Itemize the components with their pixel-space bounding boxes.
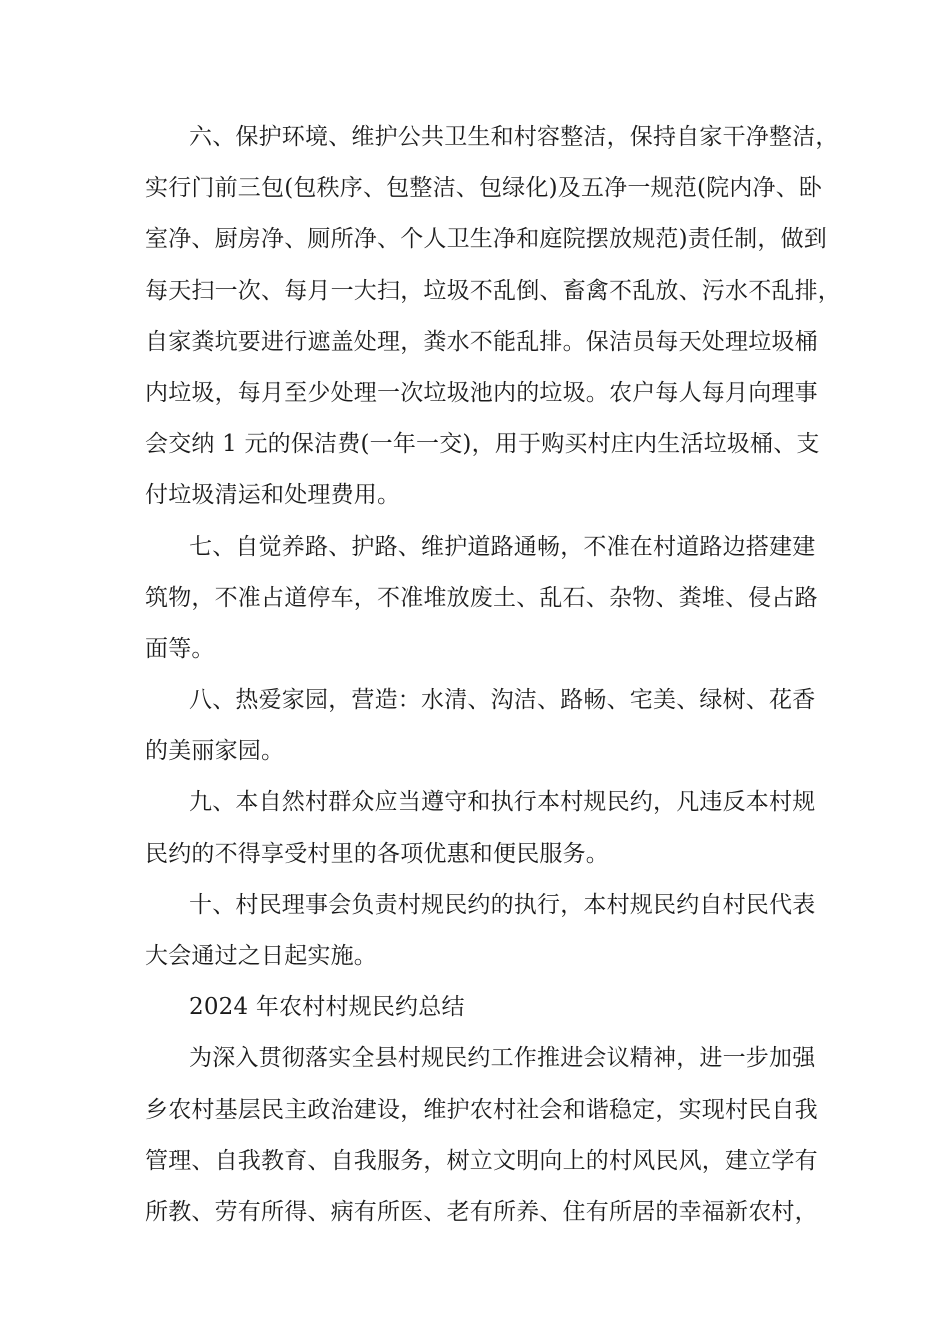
paragraph-line: 会交纳 1 元的保洁费(一年一交)，用于购买村庄内生活垃圾桶、支 — [145, 431, 820, 458]
paragraph-line: 所教、劳有所得、病有所医、老有所养、住有所居的幸福新农村， — [145, 1198, 818, 1225]
section-heading: 2024 年农村村规民约总结 — [189, 994, 465, 1021]
document-body — [145, 112, 841, 1238]
paragraph-line: 自家粪坑要进行遮盖处理，粪水不能乱排。保洁员每天处理垃圾桶 — [145, 328, 818, 355]
paragraph-line: 室净、厨房净、厕所净、个人卫生净和庭院摆放规范)责任制，做到 — [145, 226, 827, 253]
paragraph-line: 面等。 — [145, 635, 215, 662]
paragraph-line: 管理、自我教育、自我服务，树立文明向上的村风民风，建立学有 — [145, 1147, 818, 1174]
paragraph-line: 实行门前三包(包秩序、包整洁、包绿化)及五净一规范(院内净、卧 — [145, 175, 823, 202]
paragraph-line: 十、村民理事会负责村规民约的执行，本村规民约自村民代表 — [189, 891, 816, 918]
paragraph-line: 的美丽家园。 — [145, 738, 285, 765]
paragraph-line: 七、自觉养路、护路、维护道路通畅，不准在村道路边搭建建 — [189, 533, 816, 560]
paragraph-line: 为深入贯彻落实全县村规民约工作推进会议精神，进一步加强 — [189, 1045, 816, 1072]
paragraph-line: 乡农村基层民主政治建设，维护农村社会和谐稳定，实现村民自我 — [145, 1096, 818, 1123]
paragraph-line: 大会通过之日起实施。 — [145, 943, 377, 969]
paragraph-line: 筑物，不准占道停车，不准堆放废土、乱石、杂物、粪堆、侵占路 — [145, 584, 818, 611]
paragraph-line: 付垃圾清运和处理费用。 — [145, 482, 401, 509]
paragraph-line: 每天扫一次、每月一大扫，垃圾不乱倒、畜禽不乱放、污水不乱排， — [145, 277, 841, 304]
paragraph-line: 内垃圾，每月至少处理一次垃圾池内的垃圾。农户每人每月向理事 — [145, 379, 818, 406]
paragraph-line: 八、热爱家园，营造：水清、沟洁、路畅、宅美、绿树、花香 — [189, 687, 816, 714]
paragraph-line: 六、保护环境、维护公共卫生和村容整洁，保持自家干净整洁， — [189, 124, 839, 150]
paragraph-line: 九、本自然村群众应当遵守和执行本村规民约，凡违反本村规 — [189, 789, 816, 816]
paragraph-line: 民约的不得享受村里的各项优惠和便民服务。 — [145, 840, 609, 867]
